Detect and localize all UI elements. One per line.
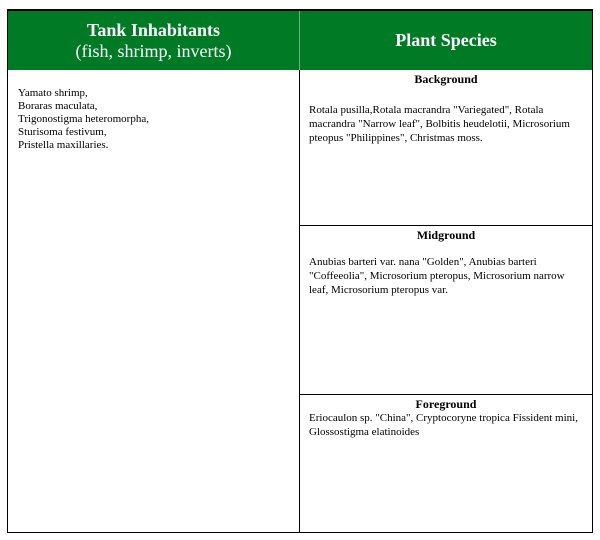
plant-species-column xyxy=(300,70,592,532)
table-header-row xyxy=(7,9,593,70)
foreground-zone-title: Foreground xyxy=(415,397,477,411)
list-item: Pristella maxillaries. xyxy=(18,139,109,151)
list-item: Trigonostigma heteromorpha, xyxy=(18,113,149,125)
background-zone-cell xyxy=(300,70,592,226)
list-item: Boraras maculata, xyxy=(18,100,98,112)
tank-inhabitants-subtitle: (fish, shrimp, inverts) xyxy=(75,40,232,61)
background-zone-title: Background xyxy=(414,72,478,86)
list-item: Sturisoma festivum, xyxy=(18,126,107,138)
foreground-zone-cell xyxy=(300,395,592,533)
inhabitants-list xyxy=(18,87,149,152)
foreground-zone-text: Eriocaulon sp. "China", Cryptocoryne tropica Fissident mini, Glossostigma elatinoides xyxy=(309,412,578,438)
tank-inhabitants-header xyxy=(8,11,300,70)
list-item: Yamato shrimp, xyxy=(18,87,88,99)
midground-zone-title: Midground xyxy=(416,228,476,242)
tank-inhabitants-title: Tank Inhabitants xyxy=(87,19,220,40)
midground-zone-text: Anubias barteri var. nana "Golden", Anubias barteri "Coffeeolia", Microsorium pteropus, Microsorium narrow leaf, Microsorium pteropus var. xyxy=(309,256,565,296)
plant-species-title: Plant Species xyxy=(395,30,497,50)
inhabitants-cell xyxy=(8,70,300,532)
plant-species-header xyxy=(300,11,592,70)
background-zone-text: Rotala pusilla,Rotala macrandra "Variegated", Rotala macrandra "Narrow leaf", Bolbitis heudelotii, Microsorium pteopus "Philippines", Christmas moss. xyxy=(309,104,570,144)
midground-zone-cell xyxy=(300,226,592,395)
table-body xyxy=(7,70,593,533)
aquarium-table xyxy=(7,9,593,533)
